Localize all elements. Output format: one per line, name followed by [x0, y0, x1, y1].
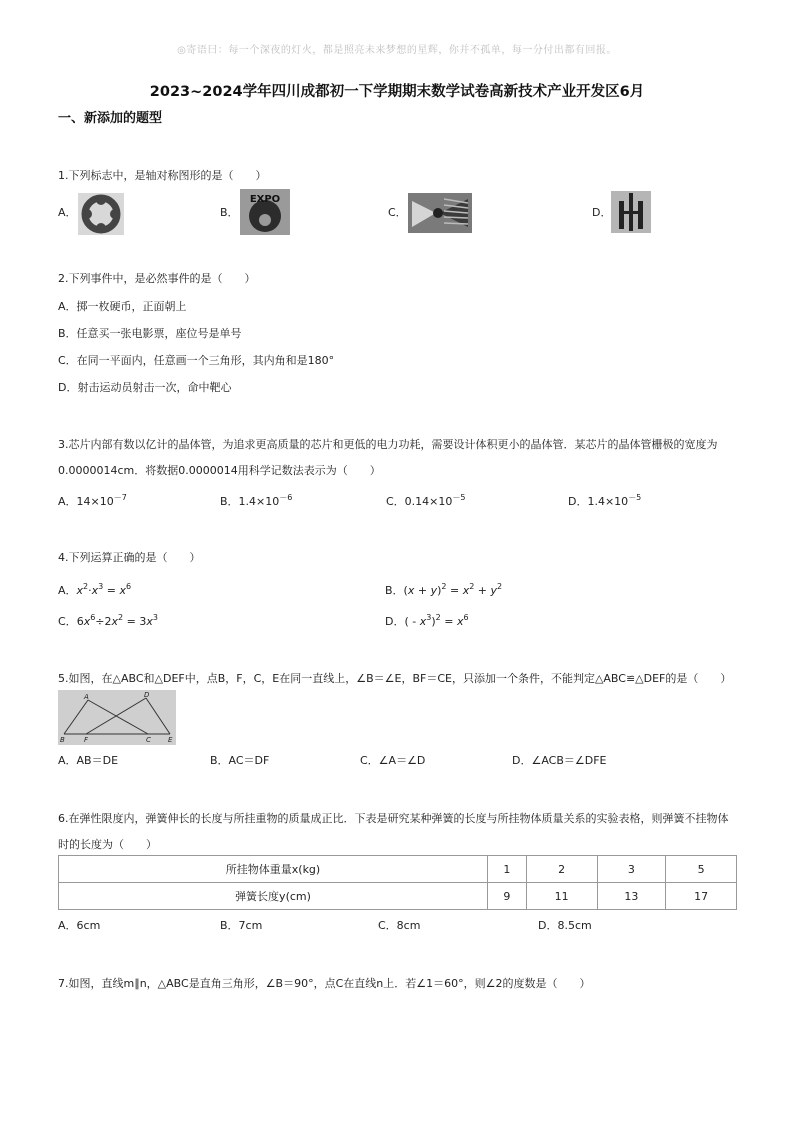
q3-option-b-text: B．1.4×10	[220, 495, 280, 508]
q3-option-d	[568, 493, 641, 509]
q4-option-c-label: C．	[58, 615, 77, 628]
q3-option-c	[386, 493, 465, 509]
q1-option-b-label: B．	[220, 206, 239, 219]
logo-c-image	[408, 193, 472, 233]
q5-label-a: A	[84, 693, 89, 701]
q2-option-a: A．掷一枚硬币，正面朝上	[58, 300, 187, 313]
q6-option-a: A．6cm	[58, 919, 101, 932]
q1-option-a-label: A．	[58, 206, 77, 219]
q3-option-b	[220, 493, 292, 509]
q1-option-d-label: D．	[592, 206, 612, 219]
question-4-stem: 4.下列运算正确的是（ ）	[58, 551, 201, 564]
expo-logo-text: EXPO	[249, 194, 281, 205]
table-cell: 3	[597, 856, 666, 883]
tower-logo-icon	[611, 191, 651, 233]
q5-label-f: F	[84, 736, 89, 744]
q5-label-d: D	[144, 691, 150, 699]
q3-option-c-exponent: －5	[452, 493, 466, 502]
q5-option-c: C．∠A＝∠D	[360, 754, 426, 767]
ring-logo-icon	[78, 193, 124, 235]
q2-option-c: C．在同一平面内，任意画一个三角形，其内角和是180°	[58, 354, 335, 367]
table-row	[59, 883, 737, 910]
question-3-stem-line1: 3.芯片内部有数以亿计的晶体管，为追求更高质量的芯片和更低的电力功耗，需要设计体积更小的晶体管．某芯片的晶体管栅极的宽度为	[58, 438, 718, 451]
q3-option-a	[58, 493, 127, 509]
q4-option-c: C．$6x^6\div 2x^2 = 3x^3$	[58, 613, 158, 628]
question-7-stem: 7.如图，直线m∥n，△ABC是直角三角形，∠B＝90°，点C在直线n上．若∠1＝60°，则∠2的度数是（ ）	[58, 977, 591, 990]
q6-option-d: D．8.5cm	[538, 919, 592, 932]
q3-option-b-exponent: －6	[279, 493, 293, 502]
logo-a-image	[78, 193, 124, 235]
table-row-header: 所挂物体重量x(kg)	[59, 856, 488, 883]
q4-option-d: D．( - $x^3)^2 = x^6$	[385, 613, 469, 628]
q4-option-a: A．$x^2\cdot x^3 = x^6$	[58, 582, 132, 597]
q3-option-a-text: A．14×10	[58, 495, 114, 508]
question-3-stem-line2: 0.0000014cm．将数据0.0000014用科学记数法表示为（ ）	[58, 464, 381, 477]
section-title: 一、新添加的题型	[58, 111, 163, 126]
table-cell: 17	[666, 883, 737, 910]
fan-logo-icon	[408, 193, 472, 233]
table-cell: 5	[666, 856, 737, 883]
q1-option-c-label: C．	[388, 206, 407, 219]
q5-triangle-figure	[58, 690, 176, 745]
header-motto: ◎寄语曰：每一个深夜的灯火，都是照亮未来梦想的星辉，你并不孤单，每一分付出都有回报。	[177, 45, 617, 56]
q4-option-b-label: B．	[385, 584, 404, 597]
q5-label-b: B	[60, 736, 65, 744]
q4-option-d-label: D．	[385, 615, 405, 628]
table-row	[59, 856, 737, 883]
q5-label-c: C	[146, 736, 151, 744]
question-2-stem: 2.下列事件中，是必然事件的是（ ）	[58, 272, 256, 285]
q5-label-e: E	[168, 736, 173, 744]
question-1-stem: 1.下列标志中，是轴对称图形的是（ ）	[58, 169, 267, 182]
document-title: 2023~2024学年四川成都初一下学期期末数学试卷高新技术产业开发区6月	[149, 84, 645, 100]
q6-data-table	[58, 855, 737, 910]
q2-option-d: D．射击运动员射击一次，命中靶心	[58, 381, 232, 394]
q3-option-c-text: C．0.14×10	[386, 495, 453, 508]
table-cell: 11	[526, 883, 597, 910]
q4-option-a-label: A．	[58, 584, 77, 597]
q3-option-a-exponent: －7	[113, 493, 127, 502]
q3-option-d-exponent: －5	[628, 493, 642, 502]
q5-option-a: A．AB＝DE	[58, 754, 119, 767]
expo-logo-icon	[240, 189, 290, 235]
q3-option-d-text: D．1.4×10	[568, 495, 629, 508]
question-6-stem-line2: 时的长度为（ ）	[58, 838, 157, 851]
q5-option-d: D．∠ACB＝∠DFE	[512, 754, 607, 767]
q6-option-b: B．7cm	[220, 919, 263, 932]
question-6-stem-line1: 6.在弹性限度内，弹簧伸长的长度与所挂重物的质量成正比．下表是研究某种弹簧的长度与所挂物体质量关系的实验表格，则弹簧不挂物体	[58, 812, 729, 825]
logo-d-image	[611, 191, 651, 233]
table-cell: 9	[487, 883, 526, 910]
question-5-stem: 5.如图，在△ABC和△DEF中，点B，F，C，E在同一直线上，∠B＝∠E，BF＝CE，只添加一个条件，不能判定△ABC≌△DEF的是（ ）	[58, 672, 732, 685]
table-row-header: 弹簧长度y(cm)	[59, 883, 488, 910]
q4-option-b: B．$(x + y)^2 = x^2 + y^2$	[385, 582, 503, 597]
table-cell: 2	[526, 856, 597, 883]
table-cell: 1	[487, 856, 526, 883]
q5-figure	[58, 690, 176, 745]
q2-option-b: B．任意买一张电影票，座位号是单号	[58, 327, 242, 340]
logo-b-image	[240, 189, 290, 235]
q6-option-c: C．8cm	[378, 919, 421, 932]
table-cell: 13	[597, 883, 666, 910]
q5-option-b: B．AC＝DF	[210, 754, 270, 767]
